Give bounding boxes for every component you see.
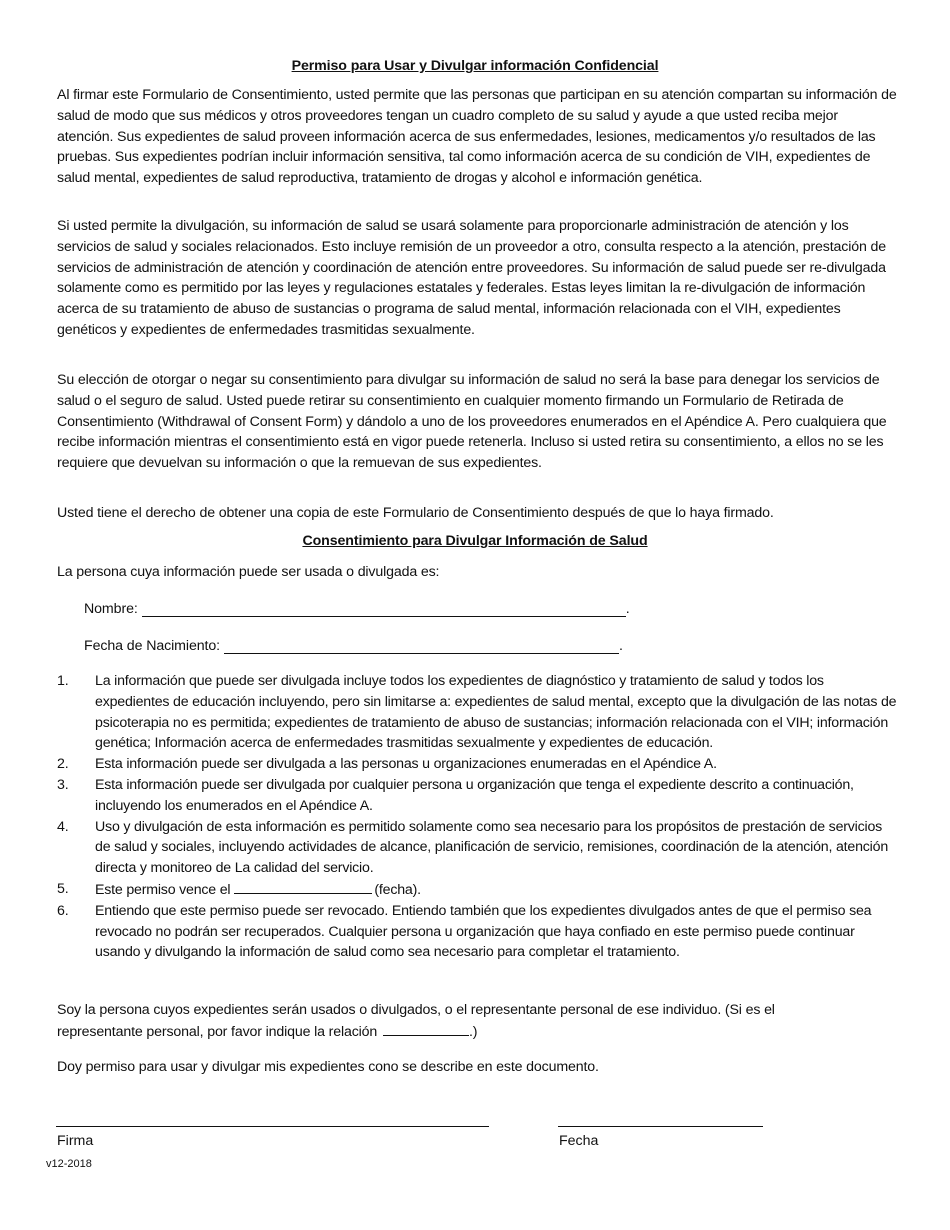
expiration-suffix: (fecha). — [374, 881, 421, 898]
representative-suffix: .) — [468, 1023, 478, 1040]
signature-line[interactable] — [56, 1126, 489, 1127]
item-number: 1. — [57, 673, 69, 689]
dob-field — [84, 637, 623, 654]
paragraph-disclosure-use: Si usted permite la divulgación, su información de salud se usará solamente para proporcionarle administración de atención y los servicios de salud y sociales relacionados. Esto incluye remisión de un proveedor a otro, consulta respecto a la atención, prestación de servicios de administración de atención y coordinación de atención entre proveedores. Su información de salud puede ser re-divulgada solamente como es permitido por las leyes y regulaciones estatales y federales. Estas leyes limitan la re-divulgación de información acerca de su tratamiento de abuso de sustancias o programa de salud mental, información relacionada con el VIH, expedientes genéticos y expedientes de enfermedades trasmitidas sexualmente. — [57, 218, 886, 338]
list-item — [57, 671, 897, 754]
item-text: Entiendo que este permiso puede ser revocado. Entiendo también que los expedientes divulgados antes de que el permiso sea revocado no podrán ser recuperados. Cualquier persona u organización que haya confiado en este permiso puede continuar usando y divulgando la información de salud como sea necesario para completar el tratamiento. — [95, 902, 872, 961]
item-text: Uso y divulgación de esta información es permitido solamente como sea necesario para los propósitos de prestación de servicios de salud y sociales, incluyendo actividades de alcance, planificación de servicio, remisiones, coordinación de la atención, atención directa y monitoreo de La calidad del servicio. — [95, 818, 889, 877]
expiration-date-line[interactable] — [234, 879, 372, 894]
representative-statement — [57, 1000, 837, 1043]
paragraph-copy-right: Usted tiene el derecho de obtener una copia de este Formulario de Consentimiento después de que lo haya firmado. — [57, 505, 774, 521]
date-label: Fecha — [559, 1133, 599, 1149]
consent-items-list — [57, 671, 897, 963]
item-text: Esta información puede ser divulgada por cualquier persona u organización que tenga el expediente descrito a continuación, incluyendo los enumerados en el Apéndice A. — [95, 776, 854, 814]
name-input-line[interactable] — [142, 600, 626, 617]
name-field — [84, 600, 630, 617]
paragraph-withdrawal: Su elección de otorgar o negar su consentimiento para divulgar su información de salud no será la base para denegar los servicios de salud o el seguro de salud. Usted puede retirar su consentimiento en cualquier momento firmando un Formulario de Retirada de Consentimiento (Withdrawal of Consent Form) y dándolo a uno de los proveedores enumerados en el Apéndice A. Pero cualquiera que recibe información mientras el consentimiento está en vigor puede retenerla. Incluso si usted retira su consentimiento, a ellos no se les requiere que devuelvan su información o que la remuevan de sus expedientes. — [57, 372, 887, 472]
item-number: 6. — [57, 902, 69, 919]
item-number: 5. — [57, 880, 69, 897]
item-text: La información que puede ser divulgada incluye todos los expedientes de diagnóstico y tratamiento de salud y todos los expedientes de educación incluyendo, pero sin limitarse a: expedientes de salud mental, excepto que la divulgación de las notas de psicoterapia no es permitida; expedientes de tratamiento de abuso de sustancias; información relacionada con el VIH; información genética; Información acerca de enfermedades trasmitidas sexualmente y expedientes de educación. — [95, 673, 897, 752]
version-label: v12-2018 — [46, 1158, 92, 1170]
list-item — [57, 754, 897, 775]
list-item — [57, 817, 897, 879]
name-label: Nombre: — [84, 601, 138, 617]
item-text: Esta información puede ser divulgada a las personas u organizaciones enumeradas en el Apéndice A. — [95, 756, 717, 773]
representative-text: Soy la persona cuyos expedientes serán usados o divulgados, o el representante personal de ese individuo. (Si es el representante personal, por favor indique la relación — [57, 1002, 775, 1040]
person-intro: La persona cuya información puede ser usada o divulgada es: — [57, 564, 440, 580]
dob-label: Fecha de Nacimiento: — [84, 638, 221, 654]
list-item-expiration — [57, 879, 897, 901]
permission-statement: Doy permiso para usar y divulgar mis expedientes cono se describe en este documento. — [57, 1059, 599, 1075]
list-item — [57, 901, 897, 963]
item-number: 4. — [57, 818, 69, 835]
date-line[interactable] — [558, 1126, 763, 1127]
item-number: 2. — [57, 756, 69, 773]
section-title: Consentimiento para Divulgar Información de Salud — [302, 533, 648, 549]
document-title: Permiso para Usar y Divulgar información Confidencial — [291, 58, 659, 74]
name-terminator: . — [625, 601, 630, 617]
signature-label: Firma — [57, 1133, 94, 1149]
item-number: 3. — [57, 776, 69, 793]
dob-terminator: . — [619, 638, 623, 654]
dob-input-line[interactable] — [224, 637, 619, 654]
expiration-text: Este permiso vence el — [95, 881, 231, 898]
paragraph-consent-purpose: Al firmar este Formulario de Consentimiento, usted permite que las personas que participan en su atención compartan su información de salud de modo que sus médicos y otros proveedores tengan un cuadro completo de su salud y ayude a que usted reciba mejor atención. Sus expedientes de salud proveen información acerca de sus enfermedades, lesiones, medicamentos y/o resultados de las pruebas. Sus expedientes podrían incluir información sensitiva, tal como información acerca de su condición de VIH, expedientes de salud mental, expedientes de salud reproductiva, tratamiento de drogas y alcohol e información genética. — [57, 87, 897, 187]
relationship-line[interactable] — [383, 1021, 469, 1036]
list-item — [57, 775, 897, 817]
